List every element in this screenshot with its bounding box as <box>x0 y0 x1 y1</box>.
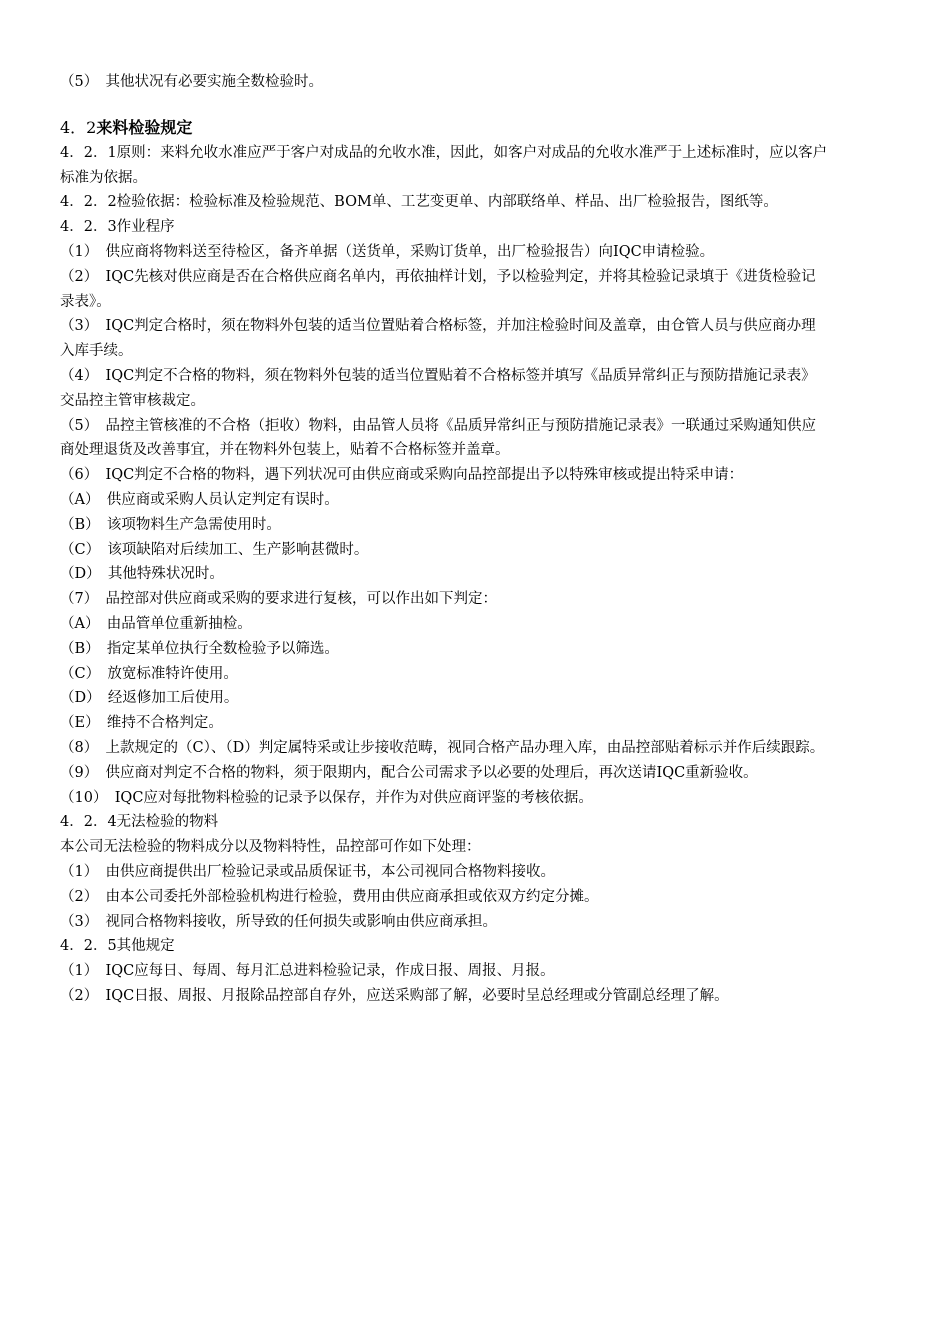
paragraph-line: 录表》。 <box>60 293 111 310</box>
paragraph-line: （A） 由品管单位重新抽检。 <box>60 615 252 632</box>
paragraph-line: （C） 该项缺陷对后续加工、生产影响甚微时。 <box>60 541 369 558</box>
paragraph-line: （4） IQC判定不合格的物料，须在物料外包装的适当位置贴着不合格标签并填写《品质异常纠正与预防措施记录表》 <box>60 367 816 384</box>
paragraph-line: （9） 供应商对判定不合格的物料，须于限期内，配合公司需求予以必要的处理后，再次送请IQC重新验收。 <box>60 764 758 781</box>
paragraph-line: （5） 品控主管核准的不合格（拒收）物料，由品管人员将《品质异常纠正与预防措施记录表》一联通过采购通知供应 <box>60 417 816 434</box>
paragraph-line: （3） 视同合格物料接收，所导致的任何损失或影响由供应商承担。 <box>60 913 497 930</box>
paragraph-line: 4．2．2检验依据：检验标准及检验规范、BOM单、工艺变更单、内部联络单、样品、出厂检验报告，图纸等。 <box>60 194 778 211</box>
list-item: （5） 其他状况有必要实施全数检验时。 <box>60 74 323 90</box>
paragraph-line: 4．2．1原则：来料允收水准应严于客户对成品的允收水准，因此，如客户对成品的允收水准严于上述标准时，应以客户 <box>60 144 828 161</box>
paragraph-line: 交品控主管审核裁定。 <box>60 392 205 409</box>
paragraph-line: （1） 由供应商提供出厂检验记录或品质保证书，本公司视同合格物料接收。 <box>60 863 555 880</box>
paragraph-line: （E） 维持不合格判定。 <box>60 715 223 732</box>
paragraph-line: （2） IQC日报、周报、月报除品控部自存外，应送采购部了解，必要时呈总经理或分管副总经理了解。 <box>60 987 729 1004</box>
paragraph-line: （6） IQC判定不合格的物料，遇下列状况可由供应商或采购向品控部提出予以特殊审核或提出特采申请： <box>60 467 744 484</box>
paragraph-line: （7） 品控部对供应商或采购的要求进行复核，可以作出如下判定： <box>60 591 497 608</box>
paragraph-line: （2） IQC先核对供应商是否在合格供应商名单内，再依抽样计划，予以检验判定，并将其检验记录填于《进货检验记 <box>60 268 816 285</box>
paragraph-line: （1） 供应商将物料送至待检区，备齐单据（送货单，采购订货单，出厂检验报告）向IQC申请检验。 <box>60 243 715 260</box>
paragraph-line: 入库手续。 <box>60 343 133 360</box>
document-page <box>60 70 910 1009</box>
paragraph-line: 商处理退货及改善事宜，并在物料外包装上，贴着不合格标签并盖章。 <box>60 442 510 459</box>
paragraph-line: （B） 指定某单位执行全数检验予以筛选。 <box>60 640 339 657</box>
paragraph-line: （A） 供应商或采购人员认定判定有误时。 <box>60 491 339 508</box>
document-body <box>60 141 910 1009</box>
paragraph-line: （3） IQC判定合格时，须在物料外包装的适当位置贴着合格标签，并加注检验时间及盖章，由仓管人员与供应商办理 <box>60 318 816 335</box>
paragraph-line: 标准为依据。 <box>60 169 147 186</box>
paragraph-line: （10） IQC应对每批物料检验的记录予以保存，并作为对供应商评鉴的考核依据。 <box>60 789 593 806</box>
paragraph-line: （D） 经返修加工后使用。 <box>60 690 239 707</box>
paragraph-line: 4．2．5其他规定 <box>60 938 175 955</box>
section-heading <box>60 115 910 141</box>
paragraph-line: （C） 放宽标准特许使用。 <box>60 665 238 682</box>
section-title: 来料检验规定 <box>96 117 193 137</box>
paragraph-line: 4．2．4无法检验的物料 <box>60 814 219 831</box>
paragraph-line: （D） 其他特殊状况时。 <box>60 566 224 583</box>
paragraph-line: 4．2．3作业程序 <box>60 219 175 236</box>
spacer <box>60 95 910 115</box>
paragraph-line: 本公司无法检验的物料成分以及物料特性，品控部可作如下处理： <box>60 839 481 856</box>
paragraph-line: （B） 该项物料生产急需使用时。 <box>60 516 281 533</box>
paragraph-line: （2） 由本公司委托外部检验机构进行检验，费用由供应商承担或依双方约定分摊。 <box>60 888 599 905</box>
paragraph-line: （8） 上款规定的（C）、（D）判定属特采或让步接收范畴，视同合格产品办理入库，由品控部贴着标示并作后续跟踪。 <box>60 739 825 756</box>
section-number: 4．2 <box>60 117 97 137</box>
paragraph-line: （1） IQC应每日、每周、每月汇总进料检验记录，作成日报、周报、月报。 <box>60 963 555 980</box>
